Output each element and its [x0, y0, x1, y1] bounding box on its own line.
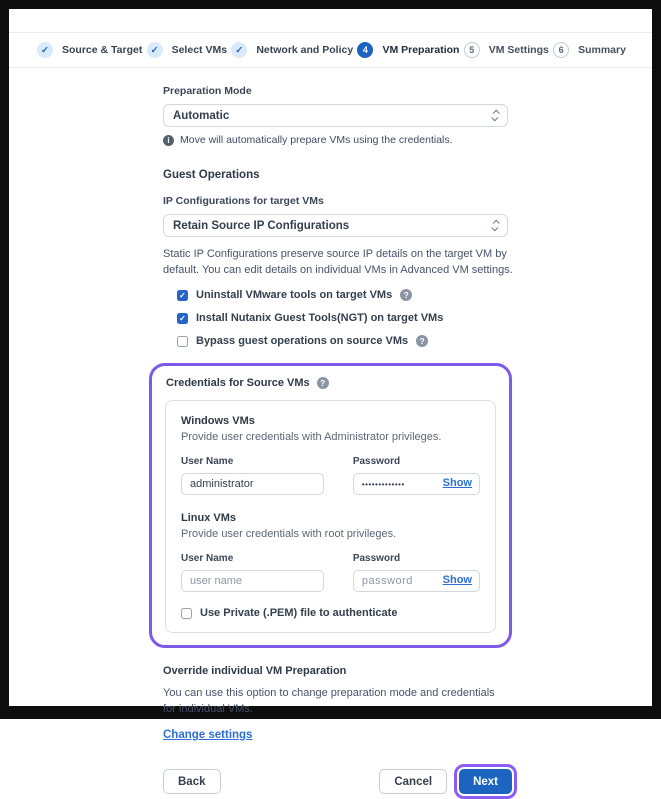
linux-username-input[interactable] [181, 570, 324, 592]
step-number-badge: 6 [553, 42, 569, 58]
info-icon: i [163, 135, 174, 146]
checkbox-row-install-ngt [163, 312, 529, 324]
static-ip-note: Static IP Configurations preserve source IP details on the target VM by default. You can edit details on individual VMs in Advanced VM settings. [163, 248, 513, 276]
linux-password-label: Password [352, 553, 401, 564]
checkbox-label: Install Nutanix Guest Tools(NGT) on target VMs [196, 312, 444, 324]
select-caret-icon [493, 110, 498, 121]
step-done-check-icon: ✓ [231, 42, 247, 58]
windows-username-input[interactable] [181, 473, 324, 495]
checkbox-label: Use Private (.PEM) file to authenticate [200, 607, 398, 619]
install-ngt-checkbox[interactable]: ✓ [177, 313, 188, 324]
wizard-stepper [9, 33, 652, 68]
step-vm-preparation[interactable] [357, 42, 459, 58]
step-label: VM Preparation [382, 44, 460, 56]
step-label: Source & Target [62, 44, 143, 56]
step-label: Summary [578, 44, 626, 56]
linux-vms-title: Linux VMs [181, 512, 237, 524]
override-text: You can use this option to change preparation mode and credentials for individual VMs. [163, 687, 495, 715]
linux-username-label: User Name [181, 553, 234, 564]
override-section [163, 665, 529, 743]
footer-actions [163, 764, 517, 799]
step-source-target[interactable] [37, 42, 142, 58]
windows-show-password-link[interactable]: Show [442, 477, 472, 489]
checkbox-row-pem [181, 607, 480, 619]
checkbox-label: Uninstall VMware tools on target VMs [196, 289, 393, 301]
ip-config-value: Retain Source IP Configurations [173, 219, 350, 232]
ip-config-select[interactable] [163, 214, 508, 237]
vm-preparation-form [9, 68, 529, 799]
help-icon[interactable]: ? [416, 335, 428, 347]
info-text: Move will automatically prepare VMs using the credentials. [180, 134, 453, 146]
step-summary[interactable] [553, 42, 626, 58]
step-network-policy[interactable] [231, 42, 353, 58]
preparation-mode-label: Preparation Mode [163, 85, 252, 97]
windows-vms-subtitle: Provide user credentials with Administrator privileges. [181, 431, 442, 443]
step-label: Network and Policy [256, 44, 354, 56]
credentials-highlight-box [149, 363, 512, 648]
guest-operations-title: Guest Operations [163, 169, 260, 181]
step-label: VM Settings [488, 44, 549, 56]
step-label: Select VMs [171, 44, 228, 56]
help-icon[interactable]: ? [317, 377, 329, 389]
cancel-button[interactable]: Cancel [379, 769, 447, 794]
ip-config-label: IP Configurations for target VMs [163, 195, 324, 207]
checkbox-label: Bypass guest operations on source VMs [196, 335, 409, 347]
windows-username-label: User Name [181, 456, 234, 467]
step-number-badge: 5 [464, 42, 480, 58]
next-button-highlight-ring [454, 764, 517, 799]
bypass-guest-ops-checkbox[interactable] [177, 336, 188, 347]
select-caret-icon [493, 220, 498, 231]
step-done-check-icon: ✓ [37, 42, 53, 58]
checkbox-row-uninstall-vmware [163, 289, 529, 301]
preparation-mode-value: Automatic [173, 109, 230, 122]
linux-show-password-link[interactable]: Show [442, 574, 472, 586]
preparation-mode-info [163, 134, 529, 146]
override-title: Override individual VM Preparation [163, 665, 347, 677]
step-done-check-icon: ✓ [147, 42, 163, 58]
preparation-mode-select[interactable] [163, 104, 508, 127]
windows-vms-title: Windows VMs [181, 415, 255, 427]
step-number-badge: 4 [357, 42, 373, 58]
change-settings-link[interactable]: Change settings [163, 729, 253, 741]
top-band [9, 9, 652, 33]
next-button[interactable]: Next [459, 769, 512, 794]
credentials-title: Credentials for Source VMs [166, 377, 310, 389]
back-button[interactable]: Back [163, 769, 221, 794]
step-select-vms[interactable] [147, 42, 227, 58]
uninstall-vmware-checkbox[interactable]: ✓ [177, 290, 188, 301]
linux-vms-subtitle: Provide user credentials with root privileges. [181, 528, 397, 540]
help-icon[interactable]: ? [400, 289, 412, 301]
credentials-card [165, 400, 496, 633]
step-vm-settings[interactable] [464, 42, 549, 58]
windows-password-label: Password [352, 456, 401, 467]
pem-file-checkbox[interactable] [181, 608, 192, 619]
checkbox-row-bypass-guest-ops [163, 335, 529, 347]
